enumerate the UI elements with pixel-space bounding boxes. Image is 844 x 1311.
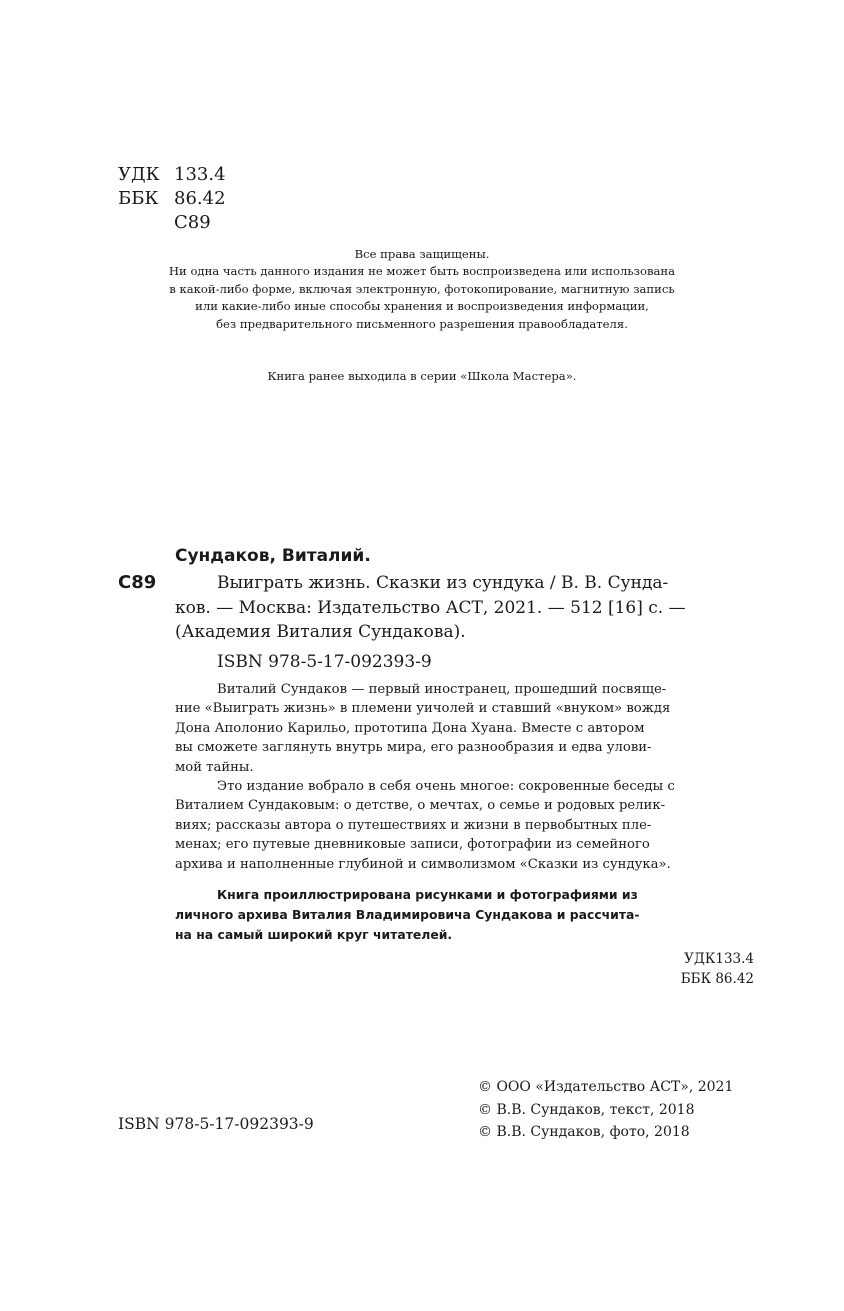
annotation-line: Виталий Сундаков — первый иностранец, прошедший посвяще-	[217, 682, 667, 697]
illustration-line: Книга проиллюстрирована рисунками и фотографиями из	[217, 887, 638, 902]
biblio-line: (Академия Виталия Сундакова).	[175, 622, 466, 642]
rights-line: Все права защищены.	[354, 247, 490, 261]
rights-line: Ни одна часть данного издания не может быть воспроизведена или использована	[168, 264, 676, 279]
illustration-line: личного архива Виталия Владимировича Сундакова и рассчита-	[175, 906, 640, 922]
annotation-line: архива и наполненные глубиной и символизмом «Сказки из сундука».	[175, 856, 671, 872]
footer-isbn: ISBN 978-5-17-092393-9	[118, 1115, 314, 1133]
udk-value: 133.4	[174, 164, 226, 185]
copyright-line: © ООО «Издательство АСТ», 2021	[478, 1079, 734, 1095]
catalog-isbn: ISBN 978-5-17-092393-9	[217, 651, 432, 672]
annotation-line: менах; его путевые дневниковые записи, фотографии из семейного	[175, 837, 650, 853]
annotation-line: вы сможете заглянуть внутрь мира, его разнообразия и едва улови-	[175, 740, 652, 756]
biblio-line: Выиграть жизнь. Сказки из сундука / В. В. Сунда-	[217, 573, 669, 593]
annotation-line: виях; рассказы автора о путешествиях и жизни в первобытных пле-	[175, 817, 652, 833]
rights-line: без предварительного письменного разрешения правообладателя.	[216, 316, 628, 331]
annotation-line: мой тайны.	[175, 759, 254, 775]
biblio-line: ков. — Москва: Издательство АСТ, 2021. — 512 [16] с. —	[175, 597, 686, 618]
series-note: Книга ранее выходила в серии «Школа Мастера».	[267, 369, 577, 383]
catalog-codes	[600, 949, 754, 989]
rights-line: в какой-либо форме, включая электронную, фотокопирование, магнитную запись	[169, 281, 675, 296]
classification-block	[118, 163, 226, 235]
copyright-line: © В.В. Сундаков, фото, 2018	[478, 1124, 690, 1140]
bbk-label: ББК	[118, 188, 159, 209]
annotation	[175, 680, 755, 874]
bbk-value: 86.42	[174, 188, 226, 209]
udk-row	[118, 163, 226, 187]
udk-label: УДК	[118, 164, 160, 185]
copyright-line: © В.В. Сундаков, текст, 2018	[478, 1101, 695, 1118]
catalog-bbk-code: ББК 86.42	[680, 971, 754, 987]
rights-notice	[100, 246, 744, 333]
author-mark-row	[118, 211, 226, 235]
illustration-line: на на самый широкий круг читателей.	[175, 926, 453, 942]
catalog-cipher: С89	[118, 572, 157, 593]
annotation-line: ние «Выиграть жизнь» в племени уичолей и ставший «внуком» вождя	[175, 701, 671, 717]
rights-line: или какие-либо иные способы хранения и воспроизведения информации,	[195, 299, 649, 314]
copyright-block	[478, 1076, 733, 1144]
bbk-row	[118, 187, 226, 211]
annotation-line: Дона Аполонио Карильо, прототипа Дона Хуана. Вместе с автором	[175, 720, 645, 736]
annotation-line: Виталием Сундаковым: о детстве, о мечтах, о семье и родовых релик-	[175, 798, 666, 814]
catalog-author: Сундаков, Виталий.	[175, 546, 371, 566]
author-mark: С89	[174, 212, 211, 233]
illustration-note	[175, 885, 755, 944]
bibliographic-record	[175, 571, 755, 674]
catalog-udk-code: УДК133.4	[684, 951, 754, 967]
annotation-line: Это издание вобрало в себя очень многое: сокровенные беседы с	[217, 779, 675, 795]
